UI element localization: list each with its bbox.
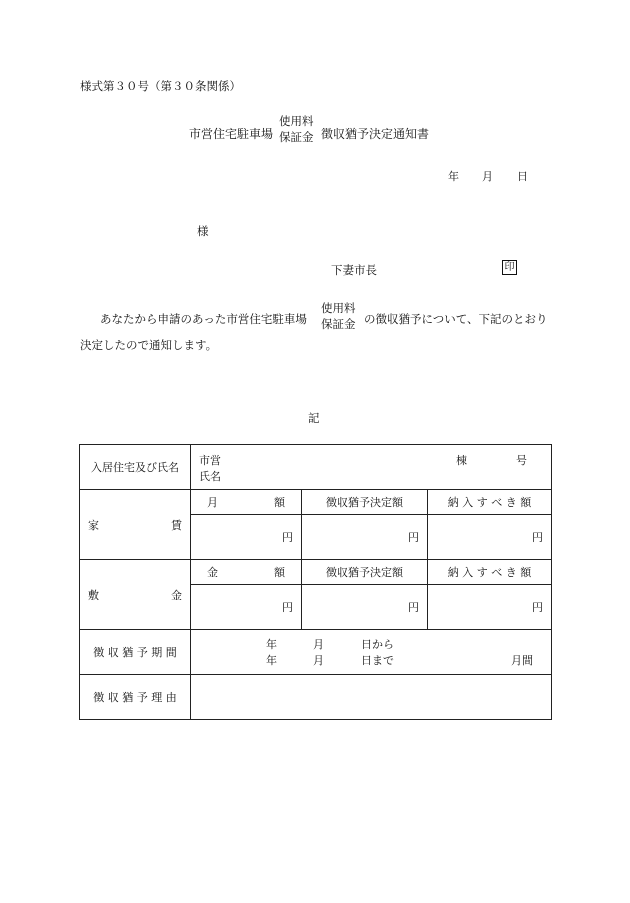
deposit-col1-yen: 円 [191,585,302,630]
deposit-col1-b: 額 [274,566,285,579]
date-day: 日 [517,170,528,183]
residence-name: 氏名 [199,469,221,483]
rent-col3-yen: 円 [428,515,552,560]
body-fee-type-bottom: 保証金 [321,317,356,331]
ki-heading: 記 [308,411,320,425]
period-from-month: 月 [313,638,324,651]
date-month: 月 [482,170,493,183]
title-fee-type [279,113,314,145]
title-suffix: 徴収猶予決定通知書 [321,127,430,141]
rent-col1-b: 額 [274,496,285,509]
residence-number: 号 [516,453,527,467]
period-months: 月間 [511,654,533,667]
rent-label [80,490,191,560]
row-period [80,630,552,675]
title-fee-type-bottom: 保証金 [279,130,314,144]
deposit-col2-header: 徴収猶予決定額 [302,560,428,585]
deposit-label [80,560,191,630]
deposit-label-right: 金 [171,588,182,602]
rent-col2-yen: 円 [302,515,428,560]
residence-cell [191,445,552,490]
rent-label-right: 賃 [171,518,182,532]
rent-col1-a: 月 [207,496,218,509]
residence-building: 棟 [456,453,467,467]
residence-label: 入居住宅及び氏名 [80,445,191,490]
title-prefix: 市営住宅駐車場 [189,127,274,141]
addressee-honorific: 様 [197,224,209,238]
deposit-label-left: 敷 [88,588,99,602]
reason-cell[interactable] [191,675,552,720]
row-rent-header [80,490,552,515]
rent-col1-header [191,490,302,515]
details-table [79,444,552,720]
rent-col2-header: 徴収猶予決定額 [302,490,428,515]
deposit-col2-yen: 円 [302,585,428,630]
body-line1-suffix: の徴収猶予について、下記のとおり [364,312,548,326]
date-year: 年 [448,170,459,183]
form-number: 様式第３０号（第３０条関係） [80,79,241,93]
period-to-month: 月 [313,654,324,667]
issuer: 下妻市長 [331,263,377,277]
rent-label-left: 家 [88,518,99,532]
period-to-year: 年 [266,654,277,667]
seal-mark: 印 [502,260,517,275]
deposit-col1-a: 金 [207,566,218,579]
title-fee-type-top: 使用料 [279,114,314,128]
deposit-col3-yen: 円 [428,585,552,630]
residence-city: 市営 [199,453,221,467]
row-reason [80,675,552,720]
period-from-year: 年 [266,638,277,651]
period-from-day: 日から [361,638,394,651]
period-cell [191,630,552,675]
row-deposit-header [80,560,552,585]
rent-col1-yen: 円 [191,515,302,560]
period-label: 徴 収 猶 予 期 間 [80,630,191,675]
body-fee-type-top: 使用料 [321,301,356,315]
row-residence [80,445,552,490]
deposit-col1-header [191,560,302,585]
body-fee-type [321,300,356,332]
period-to-day: 日まで [361,654,394,667]
body-line1-prefix: あなたから申請のあった市営住宅駐車場 [100,312,307,326]
rent-col3-header: 納 入 す べ き 額 [428,490,552,515]
deposit-col3-header: 納 入 す べ き 額 [428,560,552,585]
reason-label: 徴 収 猶 予 理 由 [80,675,191,720]
body-line2: 決定したので通知します。 [80,338,218,352]
